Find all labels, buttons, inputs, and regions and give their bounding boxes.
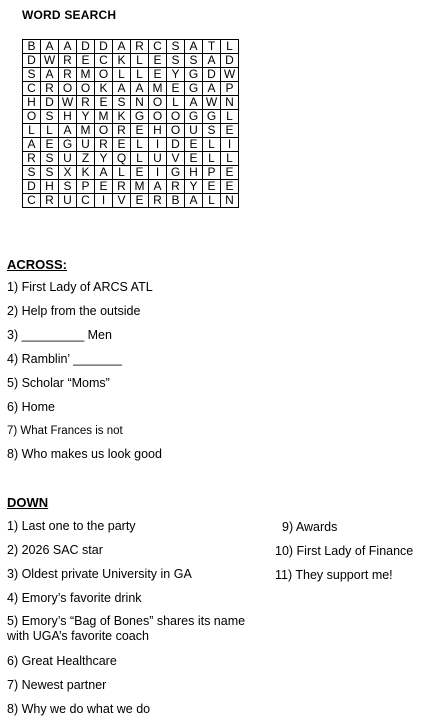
grid-cell: E [221,124,239,138]
grid-cell: A [41,68,59,82]
grid-cell: C [149,40,167,54]
grid-cell: L [221,152,239,166]
down-clue-1: 1) Last one to the party [7,519,136,533]
grid-cell: A [131,82,149,96]
grid-cell: E [131,194,149,208]
grid-cell: B [167,194,185,208]
grid-cell: L [131,54,149,68]
grid-cell: T [203,40,221,54]
grid-cell: G [167,166,185,180]
grid-cell: O [149,110,167,124]
grid-cell: V [113,194,131,208]
grid-cell: N [221,96,239,110]
grid-cell: A [185,40,203,54]
grid-cell: O [167,110,185,124]
grid-cell: H [23,96,41,110]
grid-cell: E [95,180,113,194]
grid-cell: D [77,40,95,54]
grid-cell: I [149,166,167,180]
grid-row [23,194,239,208]
grid-cell: E [77,54,95,68]
grid-cell: E [221,180,239,194]
grid-cell: C [23,82,41,96]
grid-cell: L [221,40,239,54]
down-clue-2: 2) 2026 SAC star [7,543,103,557]
grid-cell: D [95,40,113,54]
grid-cell: G [185,110,203,124]
grid-cell: E [113,138,131,152]
grid-cell: R [59,54,77,68]
across-clue-7: 7) What Frances is not [7,425,123,437]
grid-cell: L [131,138,149,152]
grid-cell: C [23,194,41,208]
across-clue-1: 1) First Lady of ARCS ATL [7,280,153,294]
grid-cell: S [23,166,41,180]
grid-cell: D [23,54,41,68]
grid-cell: E [185,138,203,152]
grid-cell: R [113,124,131,138]
grid-cell: D [167,138,185,152]
grid-row [23,54,239,68]
grid-cell: S [41,166,59,180]
grid-cell: L [203,152,221,166]
grid-cell: V [167,152,185,166]
grid-cell: R [95,138,113,152]
grid-cell: K [95,82,113,96]
grid-cell: R [77,96,95,110]
grid-cell: S [167,54,185,68]
grid-cell: E [203,180,221,194]
grid-cell: D [41,96,59,110]
across-clue-6: 6) Home [7,400,55,414]
grid-cell: K [77,166,95,180]
grid-cell: R [23,152,41,166]
grid-cell: Q [113,152,131,166]
grid-cell: O [77,82,95,96]
grid-cell: W [59,96,77,110]
grid-cell: A [95,166,113,180]
across-clue-3: 3) _________ Men [7,328,112,342]
grid-cell: Y [95,152,113,166]
puzzle-title: WORD SEARCH [22,8,117,22]
grid-cell: H [149,124,167,138]
grid-cell: G [59,138,77,152]
grid-cell: A [59,124,77,138]
grid-cell: R [41,82,59,96]
grid-row [23,166,239,180]
down-clue-11: 11) They support me! [275,568,393,582]
grid-cell: A [113,40,131,54]
grid-cell: L [167,96,185,110]
grid-row [23,40,239,54]
grid-row [23,152,239,166]
word-search-grid [22,39,239,208]
grid-cell: P [221,82,239,96]
grid-cell: E [131,166,149,180]
grid-cell: H [185,166,203,180]
grid-cell: M [77,124,95,138]
grid-cell: A [185,96,203,110]
grid-cell: S [23,68,41,82]
grid-cell: W [221,68,239,82]
grid-cell: U [77,138,95,152]
grid-cell: R [167,180,185,194]
grid-cell: C [95,54,113,68]
grid-cell: O [95,68,113,82]
grid-cell: R [59,68,77,82]
grid-cell: G [131,110,149,124]
grid-cell: A [185,194,203,208]
grid-cell: U [59,194,77,208]
grid-cell: L [41,124,59,138]
grid-cell: R [131,40,149,54]
grid-cell: U [185,124,203,138]
grid-cell: S [113,96,131,110]
grid-cell: R [41,194,59,208]
grid-cell: W [41,54,59,68]
grid-cell: A [113,82,131,96]
grid-cell: Y [185,180,203,194]
grid-cell: D [23,180,41,194]
grid-cell: M [149,82,167,96]
grid-cell: O [23,110,41,124]
grid-cell: I [149,138,167,152]
grid-cell: R [113,180,131,194]
grid-cell: D [203,68,221,82]
grid-cell: K [113,110,131,124]
grid-cell: M [95,110,113,124]
across-clue-2: 2) Help from the outside [7,304,141,318]
grid-cell: L [131,68,149,82]
grid-cell: L [23,124,41,138]
across-clue-5: 5) Scholar “Moms” [7,376,110,390]
grid-cell: S [41,110,59,124]
grid-cell: N [221,194,239,208]
down-heading: DOWN [7,495,49,510]
grid-cell: E [149,54,167,68]
grid-cell: E [95,96,113,110]
grid-cell: P [77,180,95,194]
grid-cell: I [221,138,239,152]
grid-cell: G [185,68,203,82]
down-clue-9: 9) Awards [282,520,338,534]
grid-cell: U [59,152,77,166]
grid-cell: O [95,124,113,138]
grid-cell: N [131,96,149,110]
grid-cell: X [59,166,77,180]
grid-cell: I [95,194,113,208]
grid-cell: W [203,96,221,110]
grid-cell: Z [77,152,95,166]
grid-cell: G [203,110,221,124]
grid-cell: S [185,54,203,68]
grid-cell: G [185,82,203,96]
grid-row [23,96,239,110]
grid-cell: H [41,180,59,194]
grid-cell: E [149,68,167,82]
down-clue-6: 6) Great Healthcare [7,654,117,668]
grid-cell: R [149,194,167,208]
grid-cell: Y [77,110,95,124]
down-clue-8: 8) Why we do what we do [7,702,151,716]
grid-cell: S [41,152,59,166]
grid-cell: A [41,40,59,54]
grid-cell: S [167,40,185,54]
grid-cell: A [149,180,167,194]
grid-cell: E [221,166,239,180]
down-clue-7: 7) Newest partner [7,678,107,692]
grid-cell: E [167,82,185,96]
grid-cell: O [167,124,185,138]
grid-cell: A [23,138,41,152]
grid-cell: M [77,68,95,82]
grid-row [23,68,239,82]
grid-cell: O [59,82,77,96]
grid-cell: K [113,54,131,68]
across-heading: ACROSS: [7,257,67,272]
grid-cell: S [59,180,77,194]
grid-row [23,124,239,138]
grid-cell: A [203,82,221,96]
grid-cell: L [131,152,149,166]
down-clue-10: 10) First Lady of Finance [275,544,414,558]
down-clue-4: 4) Emory’s favorite drink [7,591,142,605]
across-clue-4: 4) Ramblin’ _______ [7,352,122,366]
down-clue-5: 5) Emory’s “Bag of Bones” shares its name with UGA’s favorite coach [7,614,246,643]
grid-cell: Y [167,68,185,82]
grid-row [23,110,239,124]
grid-cell: E [131,124,149,138]
grid-cell: E [41,138,59,152]
grid-cell: A [59,40,77,54]
grid-cell: H [59,110,77,124]
grid-cell: L [221,110,239,124]
grid-cell: M [131,180,149,194]
grid-cell: L [203,194,221,208]
grid-cell: C [77,194,95,208]
grid-cell: S [203,124,221,138]
grid-row [23,138,239,152]
grid-cell: L [113,68,131,82]
grid-cell: D [221,54,239,68]
grid-row [23,82,239,96]
grid-cell: U [149,152,167,166]
grid-cell: L [113,166,131,180]
grid-row [23,180,239,194]
down-clue-3: 3) Oldest private University in GA [7,567,192,581]
grid-cell: A [203,54,221,68]
grid-cell: P [203,166,221,180]
grid-cell: E [185,152,203,166]
grid-cell: B [23,40,41,54]
grid-cell: O [149,96,167,110]
grid-cell: L [203,138,221,152]
across-clue-8: 8) Who makes us look good [7,447,162,461]
